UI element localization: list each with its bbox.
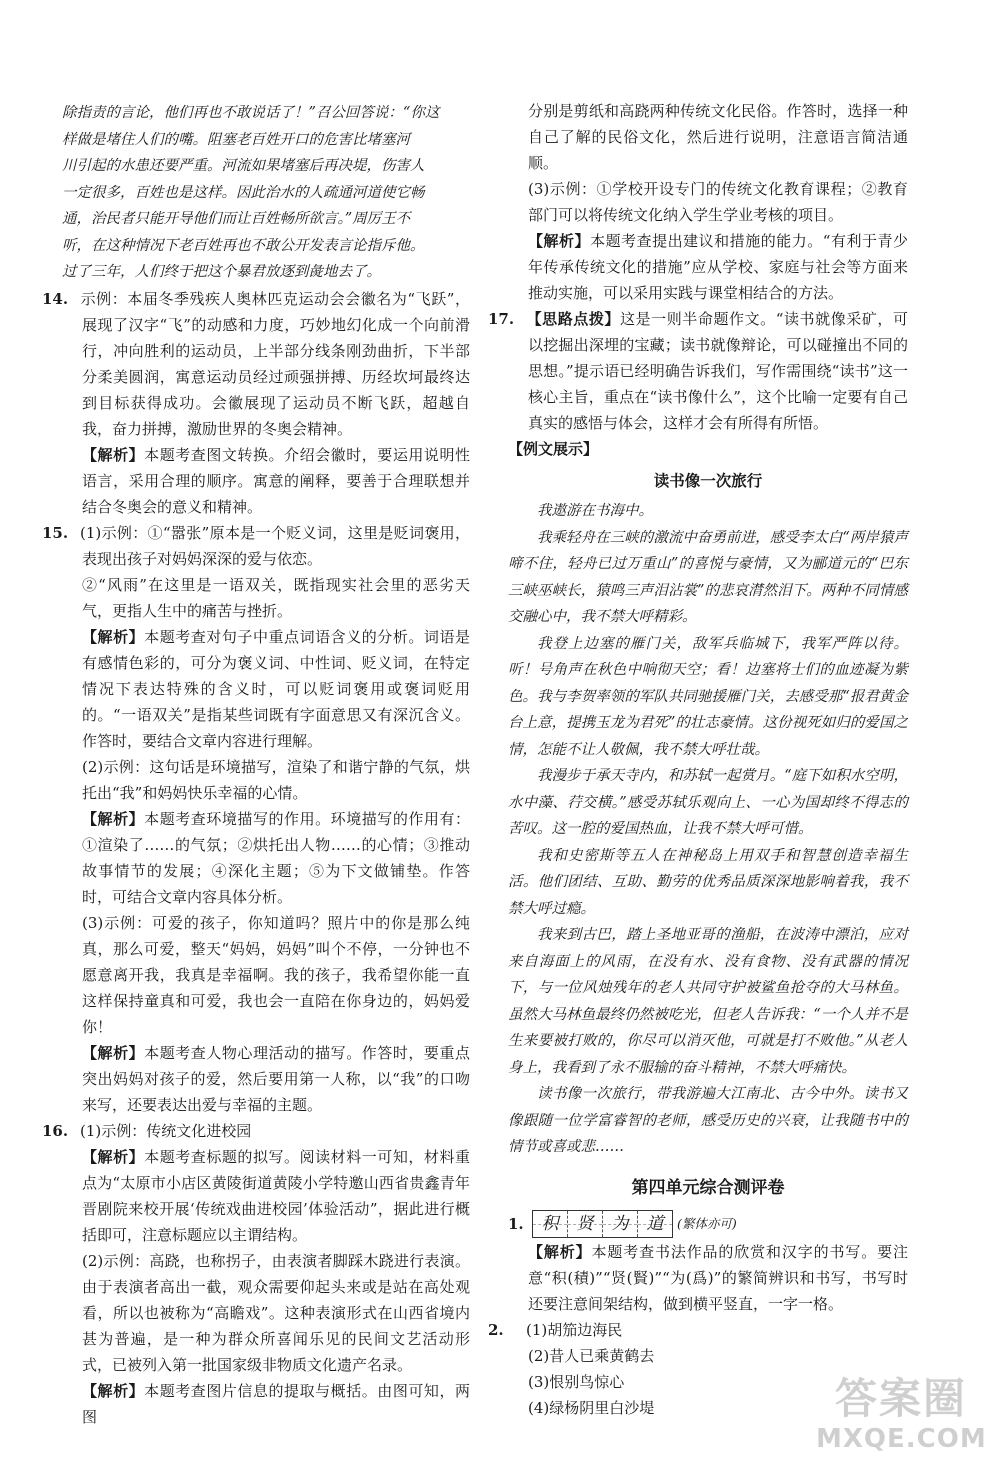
grid-character: 积 xyxy=(541,1213,559,1234)
site-watermark xyxy=(816,1375,986,1465)
analysis-text: 本题考查标题的拟写。阅读材料一可知，材料重点为“太原市小店区黄陵街道黄陵小学特邀山西省贵鑫青年晋剧院来校开展‘传统戏曲进校园’体验活动”，据此进行概括即可，注意标题应以主谓结构。 xyxy=(82,1147,470,1244)
answer-item: (1)胡笳边海民 xyxy=(526,1320,623,1339)
hint-text: 这是一则半命题作文。“读书就像采矿，可以挖掘出深埋的宝藏；读书就像辩论，可以碰撞出不同的思想。”提示语已经明确告诉我们，写作需围绕“读书”这一核心主旨，重点在“读书像什么”，这个比喻一定要有自己真实的感悟与体会，这样才会有所得有所悟。 xyxy=(528,310,908,432)
answer-text: (2)示例：高跷，也称拐子，由表演者脚踩木跷进行表演。由于表演者高出一截，观众需要仰起头来或是站在高处观看，所以也被称为“高瞻戏”。这种表演形式在山西省境内甚为普遍，是一种为群众所喜闻乐见的民间文艺活动形式，已被列入第一批国家级非物质文化遗产名录。 xyxy=(82,1251,470,1374)
text-line: 过了三年，人们终于把这个暴君放逐到彘地去了。 xyxy=(62,264,381,280)
grid-cell xyxy=(603,1211,638,1237)
question-16 xyxy=(42,1118,470,1430)
hint-tag: 【思路点拨】 xyxy=(526,310,621,328)
grid-cell xyxy=(638,1211,672,1237)
question-number: 16. xyxy=(42,1121,69,1140)
essay-paragraph: 我和史密斯等五人在神秘岛上用双手和智慧创造幸福生活。他们团结、互助、勤劳的优秀品质深深地影响着我，我不禁大呼过瘾。 xyxy=(508,847,908,917)
essay-paragraph: 我乘轻舟在三峡的激流中奋勇前进，感受李太白“两岸猿声啼不住，轻舟已过万重山”的喜悦与豪情，又为郦道元的“巴东三峡巫峡长，猿鸣三声泪沾裳”的悲哀潸然泪下。两种不同情感交融心中，我不禁大呼精彩。 xyxy=(508,529,908,625)
analysis-tag: 【解析】 xyxy=(82,1147,145,1166)
question-number: 15. xyxy=(42,523,69,542)
unit-question-1 xyxy=(508,1209,908,1317)
answer-text: 示例：本届冬季残疾人奥林匹克运动会会徽名为“飞跃”，展现了汉字“飞”的动感和力度，巧妙地幻化成一个向前滑行，冲向胜利的运动员，上半部分线条刚劲曲折，下半部分柔美圆润，寓意运动员经过顽强拼搏、历经坎坷最终达到目标获得成功。会徽展现了运动员不断飞跃，超越自我，奋力拼搏，激励世界的冬奥会精神。 xyxy=(80,289,470,438)
watermark-logo-text: 答案圈 xyxy=(834,1374,967,1423)
answer-item: (2)昔人已乘黄鹤去 xyxy=(528,1346,655,1365)
grid-cell xyxy=(533,1211,568,1237)
character-grid xyxy=(532,1210,673,1238)
analysis-tag: 【解析】 xyxy=(528,1242,592,1261)
analysis-text: 分别是剪纸和高跷两种传统文化民俗。作答时，选择一种自己了解的民俗文化，然后进行说明，注意语言简洁通顺。 xyxy=(528,102,908,172)
analysis-text: 本题考查图文转换。介绍会徽时，要运用说明性语言，采用合理的顺序。寓意的阐释，要善于合理联想并结合冬奥会的意义和精神。 xyxy=(82,445,470,516)
question-16-continued xyxy=(508,98,908,306)
answer-item: (4)绿杨阴里白沙堤 xyxy=(528,1398,655,1417)
analysis-text: 本题考查环境描写的作用。环境描写的作用有：①渲染了……的气氛；②烘托出人物……的心情；③推动故事情节的发展；④深化主题；⑤为下文做铺垫。作答时，可结合文章内容具体分析。 xyxy=(82,809,470,906)
answer-item: (3)恨别鸟惊心 xyxy=(528,1372,625,1391)
answer-text: (3)示例：可爱的孩子，你知道吗？照片中的你是那么纯真，那么可爱，整天“妈妈，妈妈”叫个不停，一分钟也不愿意离开我，我真是幸福啊。我的孩子，我希望你能一直这样保持童真和可爱，我也会一直陪在你身边的，妈妈爱你！ xyxy=(82,913,470,1036)
right-column xyxy=(488,98,908,1421)
answer-text: (2)示例：这句话是环境描写，渲染了和谐宁静的气氛，烘托出“我”和妈妈快乐幸福的心情。 xyxy=(82,757,470,802)
analysis-text: 本题考查人物心理活动的描写。作答时，要重点突出妈妈对孩子的爱，然后要用第一人称，以“我”的口吻来写，还要表达出爱与幸福的主题。 xyxy=(82,1043,470,1114)
text-line: 听，在这种情况下老百姓再也不敢公开发表言论指斥他。 xyxy=(62,237,425,254)
essay-paragraph: 我遨游在书海中。 xyxy=(537,503,653,519)
grid-cell xyxy=(568,1211,603,1237)
analysis-text: 本题考查提出建议和措施的能力。“有利于青少年传承传统文化的措施”应从学校、家庭与社会等方面来推动实施，可以采用实践与课堂相结合的方法。 xyxy=(528,232,908,302)
answer-text: ②“风雨”在这里是一语双关，既指现实社会里的恶劣天气，更指人生中的痛苦与挫折。 xyxy=(82,575,470,620)
analysis-tag: 【解析】 xyxy=(82,1381,145,1400)
text-line: 除指责的言论，他们再也不敢说话了！”召公回答说：“你这 xyxy=(62,105,440,121)
text-line: 川引起的水患还要严重。河流如果堵塞后再决堤，伤害人 xyxy=(62,158,425,174)
question-15 xyxy=(42,520,470,1118)
example-tag: 【例文展示】 xyxy=(508,440,599,458)
essay-paragraph: 读书像一次旅行，带我游遍大江南北、古今中外。读书又像跟随一位学富睿智的老师，感受历史的兴衰，让我随书中的情节或喜或悲…… xyxy=(508,1086,908,1155)
question-number: 2. xyxy=(488,1320,504,1339)
text-line: 一定很多，百姓也是这样。因此治水的人疏通河道使它畅 xyxy=(62,184,425,201)
answer-text: (3)示例：①学校开设专门的传统文化教育课程；②教育部门可以将传统文化纳入学生学业考核的项目。 xyxy=(528,180,908,224)
grid-character: 贤 xyxy=(576,1213,594,1234)
calligraphy-row xyxy=(508,1209,908,1239)
analysis-tag: 【解析】 xyxy=(528,232,591,250)
question-number: 17. xyxy=(488,310,515,328)
grid-note: (繁体亦可) xyxy=(677,1215,737,1231)
grid-character: 道 xyxy=(646,1213,664,1234)
analysis-text: 本题考查对句子中重点词语含义的分析。词语是有感情色彩的，可分为褒义词、中性词、贬义词，在特定情况下表达特殊的含义时，可以贬词褒用或褒词贬用的。“一语双关”是指某些词既有字面意思又有深沉含义。作答时，要结合文章内容进行理解。 xyxy=(82,627,470,750)
analysis-tag: 【解析】 xyxy=(82,1043,145,1062)
question-number: 14. xyxy=(42,289,69,308)
section-title: 第四单元综合测评卷 xyxy=(631,1177,785,1198)
analysis-tag: 【解析】 xyxy=(82,445,145,464)
essay-paragraph: 我登上边塞的雁门关，敌军兵临城下，我军严阵以待。听！号角声在秋色中响彻天空；看！边塞将士们的血迹凝为紫色。我与李贺率领的军队共同驰援雁门关，去感受那“报君黄金台上意，提携玉龙为君死”的壮志豪情。这份视死如归的爱国之情，怎能不让人敬佩，我不禁大呼壮哉。 xyxy=(508,635,908,758)
watermark-url-text: MXQE.COM xyxy=(816,1424,987,1454)
question-number: 1. xyxy=(508,1214,524,1233)
answer-text: (1)示例：传统文化进校园 xyxy=(80,1121,252,1140)
analysis-tag: 【解析】 xyxy=(82,809,145,828)
text-line: 样做是堵住人们的嘴。阻塞老百姓开口的危害比堵塞河 xyxy=(62,131,410,148)
grid-character: 为 xyxy=(611,1213,629,1234)
text-line: 通，治民者只能开导他们而让百姓畅所欲言。”周厉王不 xyxy=(62,211,411,227)
translation-continuation xyxy=(62,100,470,286)
example-essay xyxy=(508,498,908,1161)
question-14 xyxy=(42,286,470,520)
question-17 xyxy=(488,306,908,462)
essay-title: 读书像一次旅行 xyxy=(653,471,763,490)
essay-paragraph: 我来到古巴，踏上圣地亚哥的渔船，在波涛中漂泊，应对来自海面上的风雨，在没有水、没有食物、没有武器的情况下，与一位风烛残年的老人共同守护被鲨鱼抢夺的大马林鱼。虽然大马林鱼最终仍然被吃光，但老人告诉我：“一个人并不是生来要被打败的，你尽可以消灭他，可就是打不败他。”从老人身上，我看到了永不服输的奋斗精神，不禁大呼痛快。 xyxy=(508,927,908,1076)
analysis-text: 本题考查书法作品的欣赏和汉字的书写。要注意“积(積)”“贤(賢)”“为(爲)”的繁简辨识和书写，书写时还要注意间架结构，做到横平竖直，一字一格。 xyxy=(528,1242,908,1313)
essay-paragraph: 我漫步于承天寺内，和苏轼一起赏月。“庭下如积水空明，水中藻、荇交横。”感受苏轼乐观向上、一心为国却终不得志的苦叹。这一腔的爱国热血，让我不禁大呼可惜。 xyxy=(508,768,908,837)
analysis-tag: 【解析】 xyxy=(82,627,145,646)
analysis-text: 本题考查图片信息的提取与概括。由图可知，两图 xyxy=(82,1381,470,1426)
answer-text: (1)示例：①“嚣张”原本是一个贬义词，这里是贬词褒用，表现出孩子对妈妈深深的爱与依恋。 xyxy=(80,523,470,568)
left-column xyxy=(42,100,470,1430)
